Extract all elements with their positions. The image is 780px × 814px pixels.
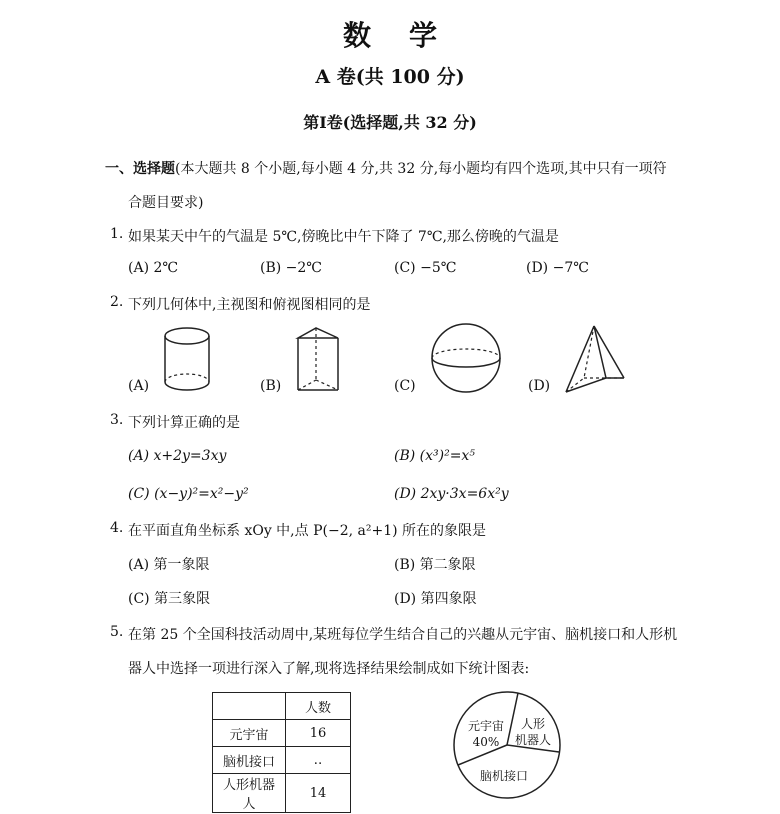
q4-option-c[interactable]: (C) 第三象限: [128, 591, 211, 607]
table-cell-value: 16: [286, 720, 351, 747]
q2-option-d[interactable]: (D): [528, 378, 551, 394]
table-cell-value: 14: [286, 774, 351, 813]
table-header-cell: 人数: [286, 693, 351, 720]
section-desc: (本大题共 8 个小题,每小题 4 分,共 32 分,每小题均有四个选项,其中只有一项符: [175, 161, 667, 177]
cylinder-figure: [160, 326, 216, 394]
table-cell-label: 元宇宙: [213, 720, 286, 747]
q2-option-c[interactable]: (C): [394, 378, 416, 394]
q5-text-cont: 器人中选择一项进行深入了解,现将选择结果绘制成如下统计图表:: [128, 661, 530, 677]
table-row: [213, 747, 351, 774]
q3-option-a[interactable]: (A) x+2y=3xy: [128, 448, 227, 464]
q1-number: 1.: [110, 226, 124, 242]
q1-option-d[interactable]: (D) −7℃: [526, 260, 589, 276]
q2-option-a[interactable]: (A): [128, 378, 150, 394]
q4-text: 在平面直角坐标系 xOy 中,点 P(−2, a²+1) 所在的象限是: [128, 523, 487, 539]
q5-number: 5.: [110, 624, 124, 640]
table-cell-label: 脑机接口: [213, 747, 286, 774]
pie-label-name: 人形: [520, 717, 545, 731]
section-intro: [105, 158, 667, 178]
page-title: 数学: [342, 19, 475, 52]
q3-option-b[interactable]: (B) (x³)²=x⁵: [394, 448, 475, 464]
section-head: 一、选择题: [105, 161, 175, 177]
q1-text: 如果某天中午的气温是 5℃,傍晚比中午下降了 7℃,那么傍晚的气温是: [128, 229, 559, 245]
q4-option-a[interactable]: (A) 第一象限: [128, 557, 210, 573]
pie-label-bci: 脑机接口: [479, 769, 528, 783]
table-row: [213, 774, 351, 813]
pie-label-percent: 40%: [472, 735, 500, 749]
pie-label-robot: [510, 716, 556, 748]
q1-option-a[interactable]: (A) 2℃: [128, 260, 179, 276]
q3-text: 下列计算正确的是: [128, 415, 240, 431]
q3-option-d[interactable]: (D) 2xy·3x=6x²y: [394, 486, 509, 502]
triangular-prism-figure: [294, 326, 342, 394]
pie-label-metaverse: [462, 718, 510, 750]
q1-option-b[interactable]: (B) −2℃: [260, 260, 322, 276]
sphere-figure: [430, 322, 502, 394]
q1-option-c[interactable]: (C) −5℃: [394, 260, 457, 276]
table-cell-value: ‥: [286, 747, 351, 774]
section-desc-cont: 合题目要求): [128, 195, 204, 211]
pyramid-figure: [562, 324, 628, 396]
table-header-row: [213, 693, 351, 720]
q4-option-b[interactable]: (B) 第二象限: [394, 557, 476, 573]
pie-label-name: 机器人: [514, 733, 551, 747]
q2-number: 2.: [110, 294, 124, 310]
table-row: [213, 720, 351, 747]
q2-text: 下列几何体中,主视图和俯视图相同的是: [128, 297, 371, 313]
part-title: 第Ⅰ卷(选择题,共 32 分): [303, 113, 477, 132]
q4-option-d[interactable]: (D) 第四象限: [394, 591, 477, 607]
paper-subtitle: A 卷(共 100 分): [315, 66, 465, 88]
pie-label-name: 元宇宙: [467, 719, 504, 733]
table-cell-label: 人形机器人: [213, 774, 286, 813]
q2-option-b[interactable]: (B): [260, 378, 282, 394]
q4-number: 4.: [110, 520, 124, 536]
stat-table: [212, 692, 351, 813]
table-header-cell: [213, 693, 286, 720]
q5-text: 在第 25 个全国科技活动周中,某班每位学生结合自己的兴趣从元宇宙、脑机接口和人形机: [128, 627, 678, 643]
q3-option-c[interactable]: (C) (x−y)²=x²−y²: [128, 486, 249, 502]
q3-number: 3.: [110, 412, 124, 428]
